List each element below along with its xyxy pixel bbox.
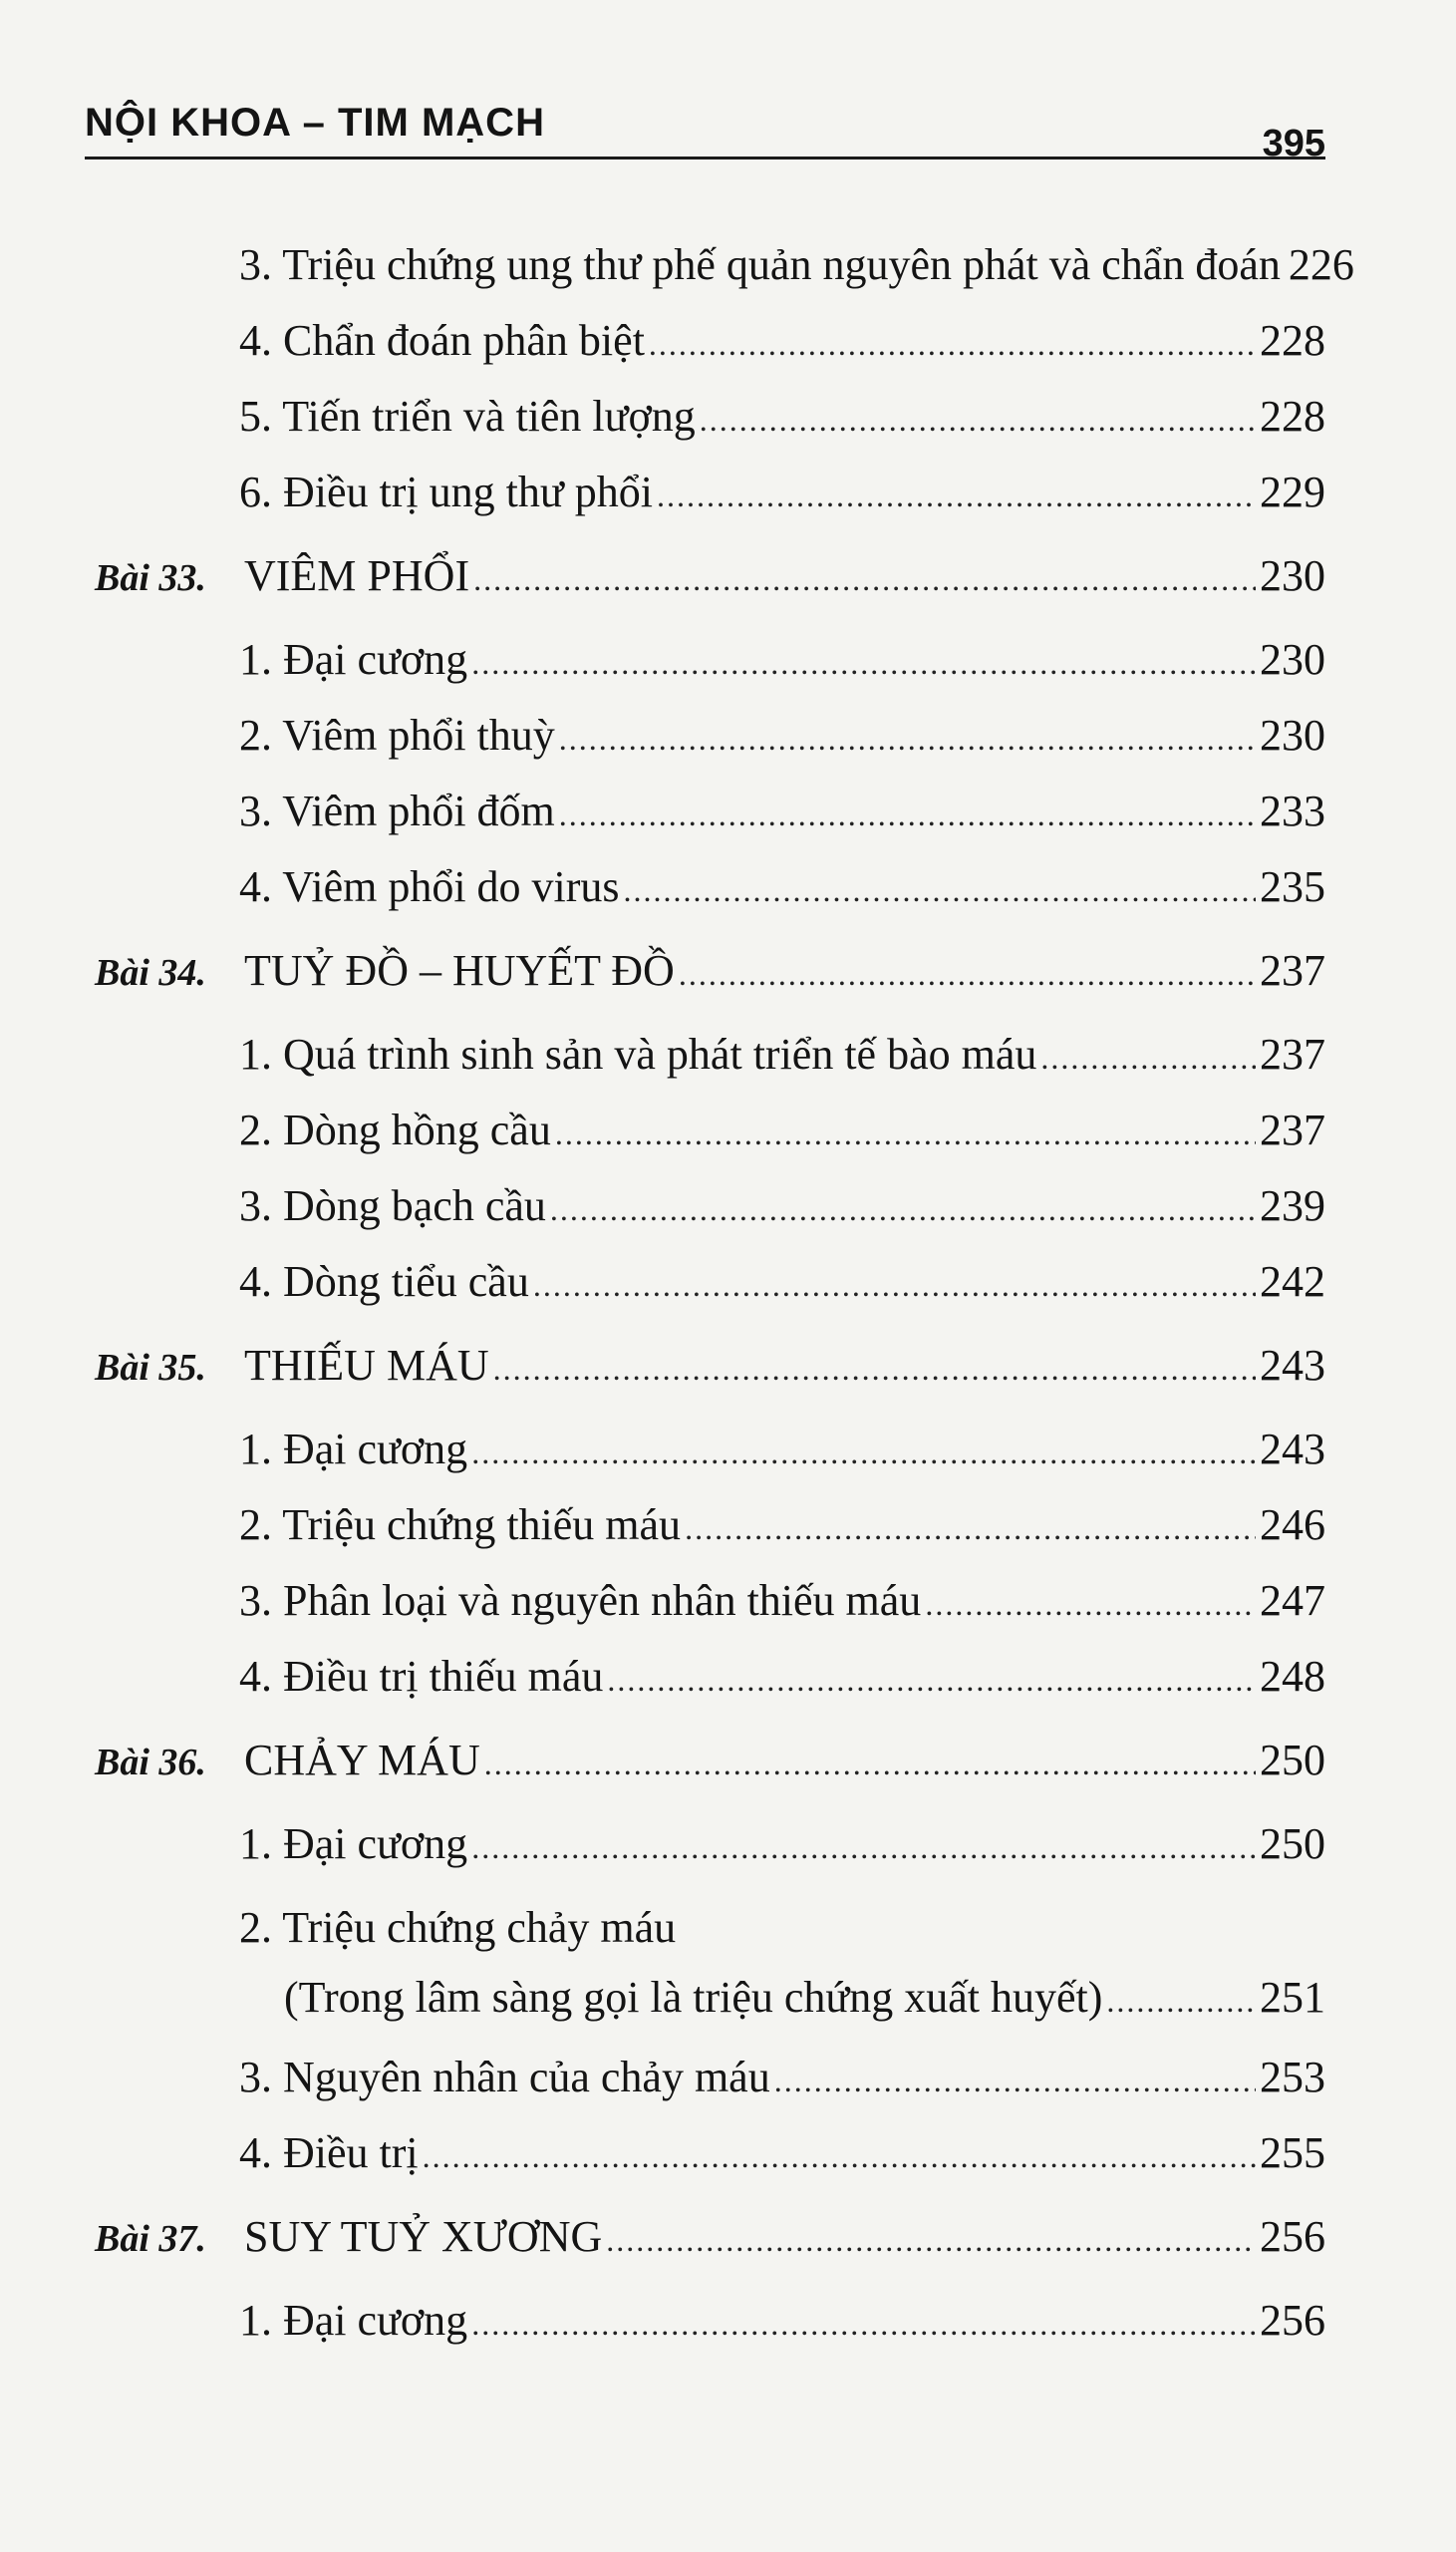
toc-entry-label: 2. Triệu chứng thiếu máu — [239, 1500, 682, 1549]
toc-page-number: 246 — [1260, 1500, 1325, 1549]
lesson-title: SUY TUỶ XƯƠNG — [244, 2212, 603, 2261]
dot-leader — [471, 637, 1256, 689]
toc-entry-row[interactable] — [239, 467, 1325, 521]
toc-entry-label: 3. Viêm phổi đốm — [239, 787, 555, 835]
toc-page-number: 255 — [1260, 2128, 1325, 2177]
toc-entry-row[interactable] — [239, 1256, 1325, 1311]
toc-page-number: 253 — [1260, 2053, 1325, 2101]
dot-leader — [555, 1108, 1256, 1159]
dot-leader — [700, 394, 1256, 446]
toc-entry-row[interactable] — [239, 239, 1354, 294]
toc-lesson-row[interactable] — [244, 2211, 1325, 2266]
toc-page-number: 242 — [1260, 1257, 1325, 1306]
toc-page-number: 235 — [1260, 862, 1325, 911]
toc-entry-label: 4. Dòng tiểu cầu — [239, 1257, 529, 1306]
toc-entry-row[interactable] — [239, 1029, 1325, 1084]
toc-entry-label: 3. Triệu chứng ung thư phế quản nguyên phát và chẩn đoán — [239, 240, 1281, 289]
lesson-title: THIẾU MÁU — [244, 1341, 489, 1390]
book-title: NỘI KHOA – TIM MẠCH — [85, 101, 545, 145]
toc-page-number: 243 — [1260, 1341, 1325, 1390]
toc-page-number: 237 — [1260, 1030, 1325, 1079]
toc-lesson-row[interactable] — [244, 1340, 1325, 1395]
toc-entry-label: 2. Triệu chứng chảy máu — [239, 1903, 677, 1952]
toc-lesson-row[interactable] — [244, 1735, 1325, 1789]
toc-entry-label: 1. Đại cương — [239, 1819, 468, 1868]
dot-leader — [679, 948, 1256, 1000]
dot-leader — [559, 789, 1256, 840]
dot-leader — [493, 1343, 1256, 1395]
toc-entry-label: 1. Đại cương — [239, 1425, 468, 1473]
toc-page-number: 250 — [1260, 1819, 1325, 1868]
toc-entry-row[interactable] — [239, 315, 1325, 370]
toc-entry-row[interactable] — [239, 1180, 1325, 1235]
lesson-title: TUỶ ĐỒ – HUYẾT ĐỒ — [244, 946, 675, 995]
lesson-title: CHẢY MÁU — [244, 1736, 480, 1784]
toc-entry-label: 4. Viêm phổi do virus — [239, 862, 620, 911]
toc-lesson-row[interactable] — [244, 945, 1325, 1000]
toc-page-number: 243 — [1260, 1425, 1325, 1473]
toc-page-number: 228 — [1260, 392, 1325, 441]
dot-leader — [1040, 1032, 1256, 1084]
toc-entry-row[interactable] — [239, 861, 1325, 916]
toc-entry-label: 4. Điều trị thiếu máu — [239, 1652, 604, 1701]
toc-page-number: 250 — [1260, 1736, 1325, 1784]
dot-leader — [925, 1578, 1256, 1630]
toc-entry-label: 1. Đại cương — [239, 2296, 468, 2345]
toc-entry-row[interactable] — [239, 391, 1325, 446]
toc-page-number: 251 — [1260, 1973, 1325, 2022]
dot-leader — [685, 1502, 1256, 1554]
toc-entry-row[interactable] — [239, 2295, 1325, 2350]
toc-entry-row[interactable] — [239, 1424, 1325, 1478]
toc-entry-row[interactable] — [239, 1499, 1325, 1554]
toc-page-number: 226 — [1288, 240, 1354, 289]
lesson-number: Bài 37. — [95, 2218, 206, 2260]
toc-entry-row[interactable] — [239, 2127, 1325, 2182]
toc-page-number: 228 — [1260, 316, 1325, 365]
dot-leader — [471, 1427, 1256, 1478]
dot-leader — [649, 318, 1256, 370]
toc-page-number: 237 — [1260, 946, 1325, 995]
toc-page-number: 229 — [1260, 468, 1325, 516]
toc-page-number: 256 — [1260, 2296, 1325, 2345]
toc-lesson-row[interactable] — [244, 550, 1325, 605]
toc-entry-row[interactable] — [239, 786, 1325, 840]
toc-entry-label: 4. Chẩn đoán phân biệt — [239, 316, 645, 365]
dot-leader — [423, 2130, 1256, 2182]
lesson-number: Bài 34. — [95, 952, 206, 994]
dot-leader — [774, 2055, 1256, 2106]
toc-page-number: 233 — [1260, 787, 1325, 835]
dot-leader — [607, 1654, 1256, 1706]
toc-entry-row[interactable] — [239, 1818, 1325, 1873]
toc-entry-label: 5. Tiến triển và tiên lượng — [239, 392, 696, 441]
toc-page-number: 239 — [1260, 1181, 1325, 1230]
toc-entry-label: 1. Quá trình sinh sản và phát triển tế bào máu — [239, 1030, 1037, 1079]
dot-leader — [1106, 1975, 1256, 2027]
toc-entry-row[interactable] — [239, 710, 1325, 765]
toc-page-number: 237 — [1260, 1106, 1325, 1154]
toc-page-number: 256 — [1260, 2212, 1325, 2261]
dot-leader — [606, 2214, 1256, 2266]
toc-entry-label: 3. Phân loại và nguyên nhân thiếu máu — [239, 1576, 922, 1625]
toc-entry-row[interactable] — [239, 1105, 1325, 1159]
lesson-title: VIÊM PHỔI — [244, 551, 470, 600]
dot-leader — [624, 864, 1256, 916]
toc-page-number: 230 — [1260, 711, 1325, 760]
dot-leader — [471, 2298, 1256, 2350]
toc-entry-label: 6. Điều trị ung thư phổi — [239, 468, 653, 516]
toc-page-number: 230 — [1260, 551, 1325, 600]
page-number: 395 — [1262, 123, 1325, 164]
toc-page-number: 230 — [1260, 635, 1325, 684]
dot-leader — [559, 713, 1256, 765]
toc-entry-label: 2. Dòng hồng cầu — [239, 1106, 551, 1154]
lesson-number: Bài 33. — [95, 557, 206, 599]
toc-entry-row[interactable] — [239, 634, 1325, 689]
toc-page-number: 248 — [1260, 1652, 1325, 1701]
toc-entry-label: 3. Dòng bạch cầu — [239, 1181, 546, 1230]
toc-entry-row[interactable] — [284, 1972, 1325, 2027]
toc-page-number: 247 — [1260, 1576, 1325, 1625]
toc-entry-label: 4. Điều trị — [239, 2128, 419, 2177]
dot-leader — [484, 1738, 1256, 1789]
dot-leader — [471, 1821, 1256, 1873]
dot-leader — [550, 1183, 1256, 1235]
toc-entry-label: (Trong lâm sàng gọi là triệu chứng xuất huyết) — [284, 1973, 1103, 2022]
toc-entry-row[interactable] — [239, 1651, 1325, 1706]
lesson-number: Bài 36. — [95, 1742, 206, 1783]
toc-entry-label: 2. Viêm phổi thuỳ — [239, 711, 555, 760]
lesson-number: Bài 35. — [95, 1347, 206, 1389]
toc-entry-label: 1. Đại cương — [239, 635, 468, 684]
toc-entry-row[interactable] — [239, 2052, 1325, 2106]
toc-entry-row[interactable] — [239, 1575, 1325, 1630]
dot-leader — [657, 470, 1256, 521]
toc-entry-label: 3. Nguyên nhân của chảy máu — [239, 2053, 770, 2101]
dot-leader — [473, 553, 1256, 605]
dot-leader — [533, 1259, 1256, 1311]
